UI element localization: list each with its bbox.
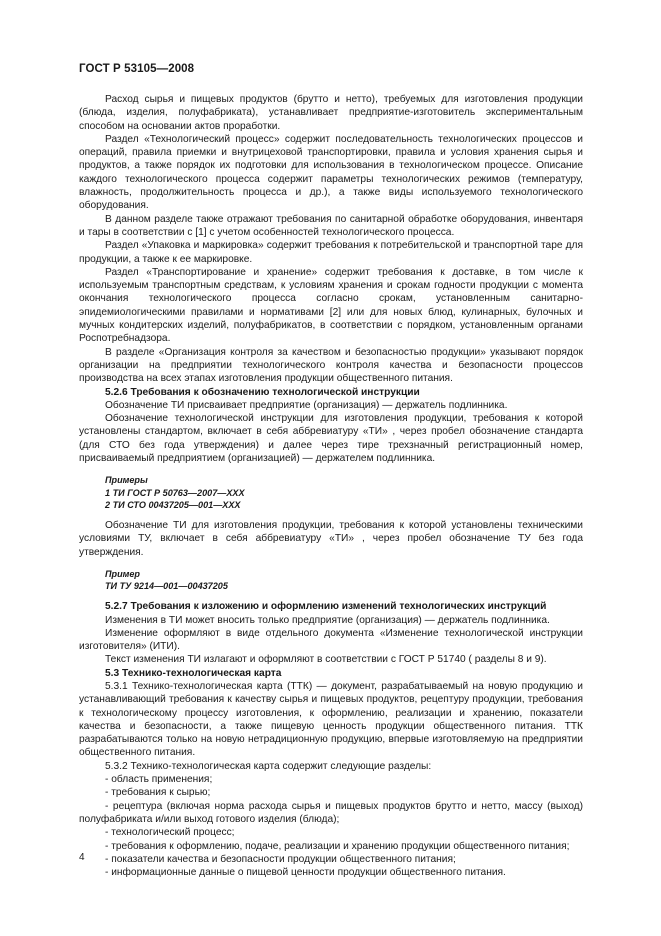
- paragraph-ti-designation-standard: Обозначение технологической инструкции для изготовления продукции, требования к которой установлены стандартом, включает в себя аббревиатуру «ТИ» , через пробел обозначение стандарта (для СТО без года утверждения) и далее через тире трехзначный регистрационный номер, присваиваемый предприятием (организацией) — держателем подлинника.: [79, 413, 583, 465]
- paragraph-sanitary-treatment: В данном разделе также отражают требования по санитарной обработке оборудования, инвентаря и тары в соответствии с [1] с учетом особенностей технологического процесса.: [79, 213, 583, 238]
- paragraph-transport-storage: Раздел «Транспортирование и хранение» содержит требования к доставке, в том числе к используемым транспортным средствам, к условиям хранения и срокам годности продукции с момента окончания технологического процесса согласно срокам, установленным санитарно-эпидемиологическими правилами и нормативами [2] или для новых блюд, кулинарных, булочных и мучных кондитерских изделий, полуфабрикатов, в соответствии с порядком, установленным органами Роспотребнадзора.: [79, 266, 583, 345]
- examples-block-1: [79, 474, 583, 511]
- section-heading-5-2-6: 5.2.6 Требования к обозначению технологической инструкции: [105, 386, 420, 398]
- examples-title: Примеры: [105, 475, 148, 486]
- example-line: 2 ТИ СТО 00437205—001—ХХХ: [105, 499, 241, 510]
- list-item: - показатели качества и безопасности продукции общественного питания;: [105, 853, 456, 865]
- paragraph-packaging: Раздел «Упаковка и маркировка» содержит требования к потребительской и транспортной таре для продукции, а также к ее маркировке.: [79, 240, 583, 265]
- list-item: - технологический процесс;: [105, 827, 235, 839]
- paragraph-changes-owner: Изменения в ТИ может вносить только предприятие (организация) — держатель подлинника.: [105, 614, 550, 626]
- page-number: 4: [79, 852, 85, 863]
- list-item: - требования к оформлению, подаче, реализации и хранению продукции общественного питания;: [105, 840, 570, 852]
- list-item: - требования к сырью;: [105, 787, 211, 799]
- paragraph-ttk-sections: 5.3.2 Технико-технологическая карта содержит следующие разделы:: [105, 760, 432, 772]
- paragraph-ti-designation-owner: Обозначение ТИ присваивает предприятие (организация) — держатель подлинника.: [105, 399, 508, 411]
- list-item: - рецептура (включая норма расхода сырья и пищевых продуктов брутто и нетто, массу (выход) полуфабриката и/или выход готового изделия (блюда);: [79, 800, 583, 825]
- paragraph-ttk-definition: 5.3.1 Технико-технологическая карта (ТТК) — документ, разрабатываемый на новую продукцию и устанавливающий требования к качеству сырья и пищевых продуктов, рецептуру продукции, требования к технологическому процессу изготовления, к оформлению, реализации и хранению, показатели качества и безопасности, а также пищевую ценность продукции общественного питания. ТТК разрабатываются только на новую нетрадиционную продукцию, впервые изготовляемую на предприятии общественного питания.: [79, 681, 583, 759]
- paragraph-changes-format: Текст изменения ТИ излагают и оформляют в соответствии с ГОСТ Р 51740 ( разделы 8 и 9).: [105, 654, 547, 666]
- list-item: - информационные данные о пищевой ценности продукции общественного питания.: [105, 867, 506, 879]
- paragraph-technological-process: Раздел «Технологический процесс» содержит последовательность технологических процессов и операций, правила приемки и внутрицеховой транспортировки, правила и условия хранения сырья и продуктов, а также порядок их подготовки для использования в технологическом процессе. Описание каждого технологического процесса содержит параметры технологических режимов (температуру, влажность, продолжительность процесса и др.), а также виды используемого технологического оборудования.: [79, 133, 583, 212]
- paragraph-raw-material-consumption: Расход сырья и пищевых продуктов (брутто и нетто), требуемых для изготовления продукции (блюда, изделия, полуфабриката), устанавливает предприятие-изготовитель экспериментальным способом на основании актов проработки.: [79, 94, 583, 132]
- paragraph-changes-document: Изменение оформляют в виде отдельного документа «Изменение технологической инструкции изготовителя» (ИТИ).: [79, 627, 583, 653]
- examples-block-2: [79, 568, 583, 592]
- paragraph-ti-designation-tu: Обозначение ТИ для изготовления продукции, требования к которой установлены техническими условиями ТУ, включает в себя аббревиатуру «ТИ» , через пробел обозначение ТУ без года утверждения.: [79, 519, 583, 558]
- example-line: ТИ ТУ 9214—001—00437205: [105, 581, 228, 592]
- document-header: ГОСТ Р 53105—2008: [79, 63, 195, 75]
- list-item: - область применения;: [105, 774, 213, 786]
- example-title: Пример: [105, 568, 140, 579]
- section-heading-5-2-7: 5.2.7 Требования к изложению и оформлению изменений технологических инструкций: [105, 601, 547, 613]
- section-heading-5-3: 5.3 Технико-технологическая карта: [105, 667, 282, 679]
- document-body: [79, 93, 583, 879]
- example-line: 1 ТИ ГОСТ Р 50763—2007—ХХХ: [105, 487, 245, 498]
- paragraph-quality-control: В разделе «Организация контроля за качеством и безопасностью продукции» указывают порядок организации на предприятии технологического контроля качества и безопасности процессов производства на всех этапах изготовления продукции общественного питания.: [79, 346, 583, 385]
